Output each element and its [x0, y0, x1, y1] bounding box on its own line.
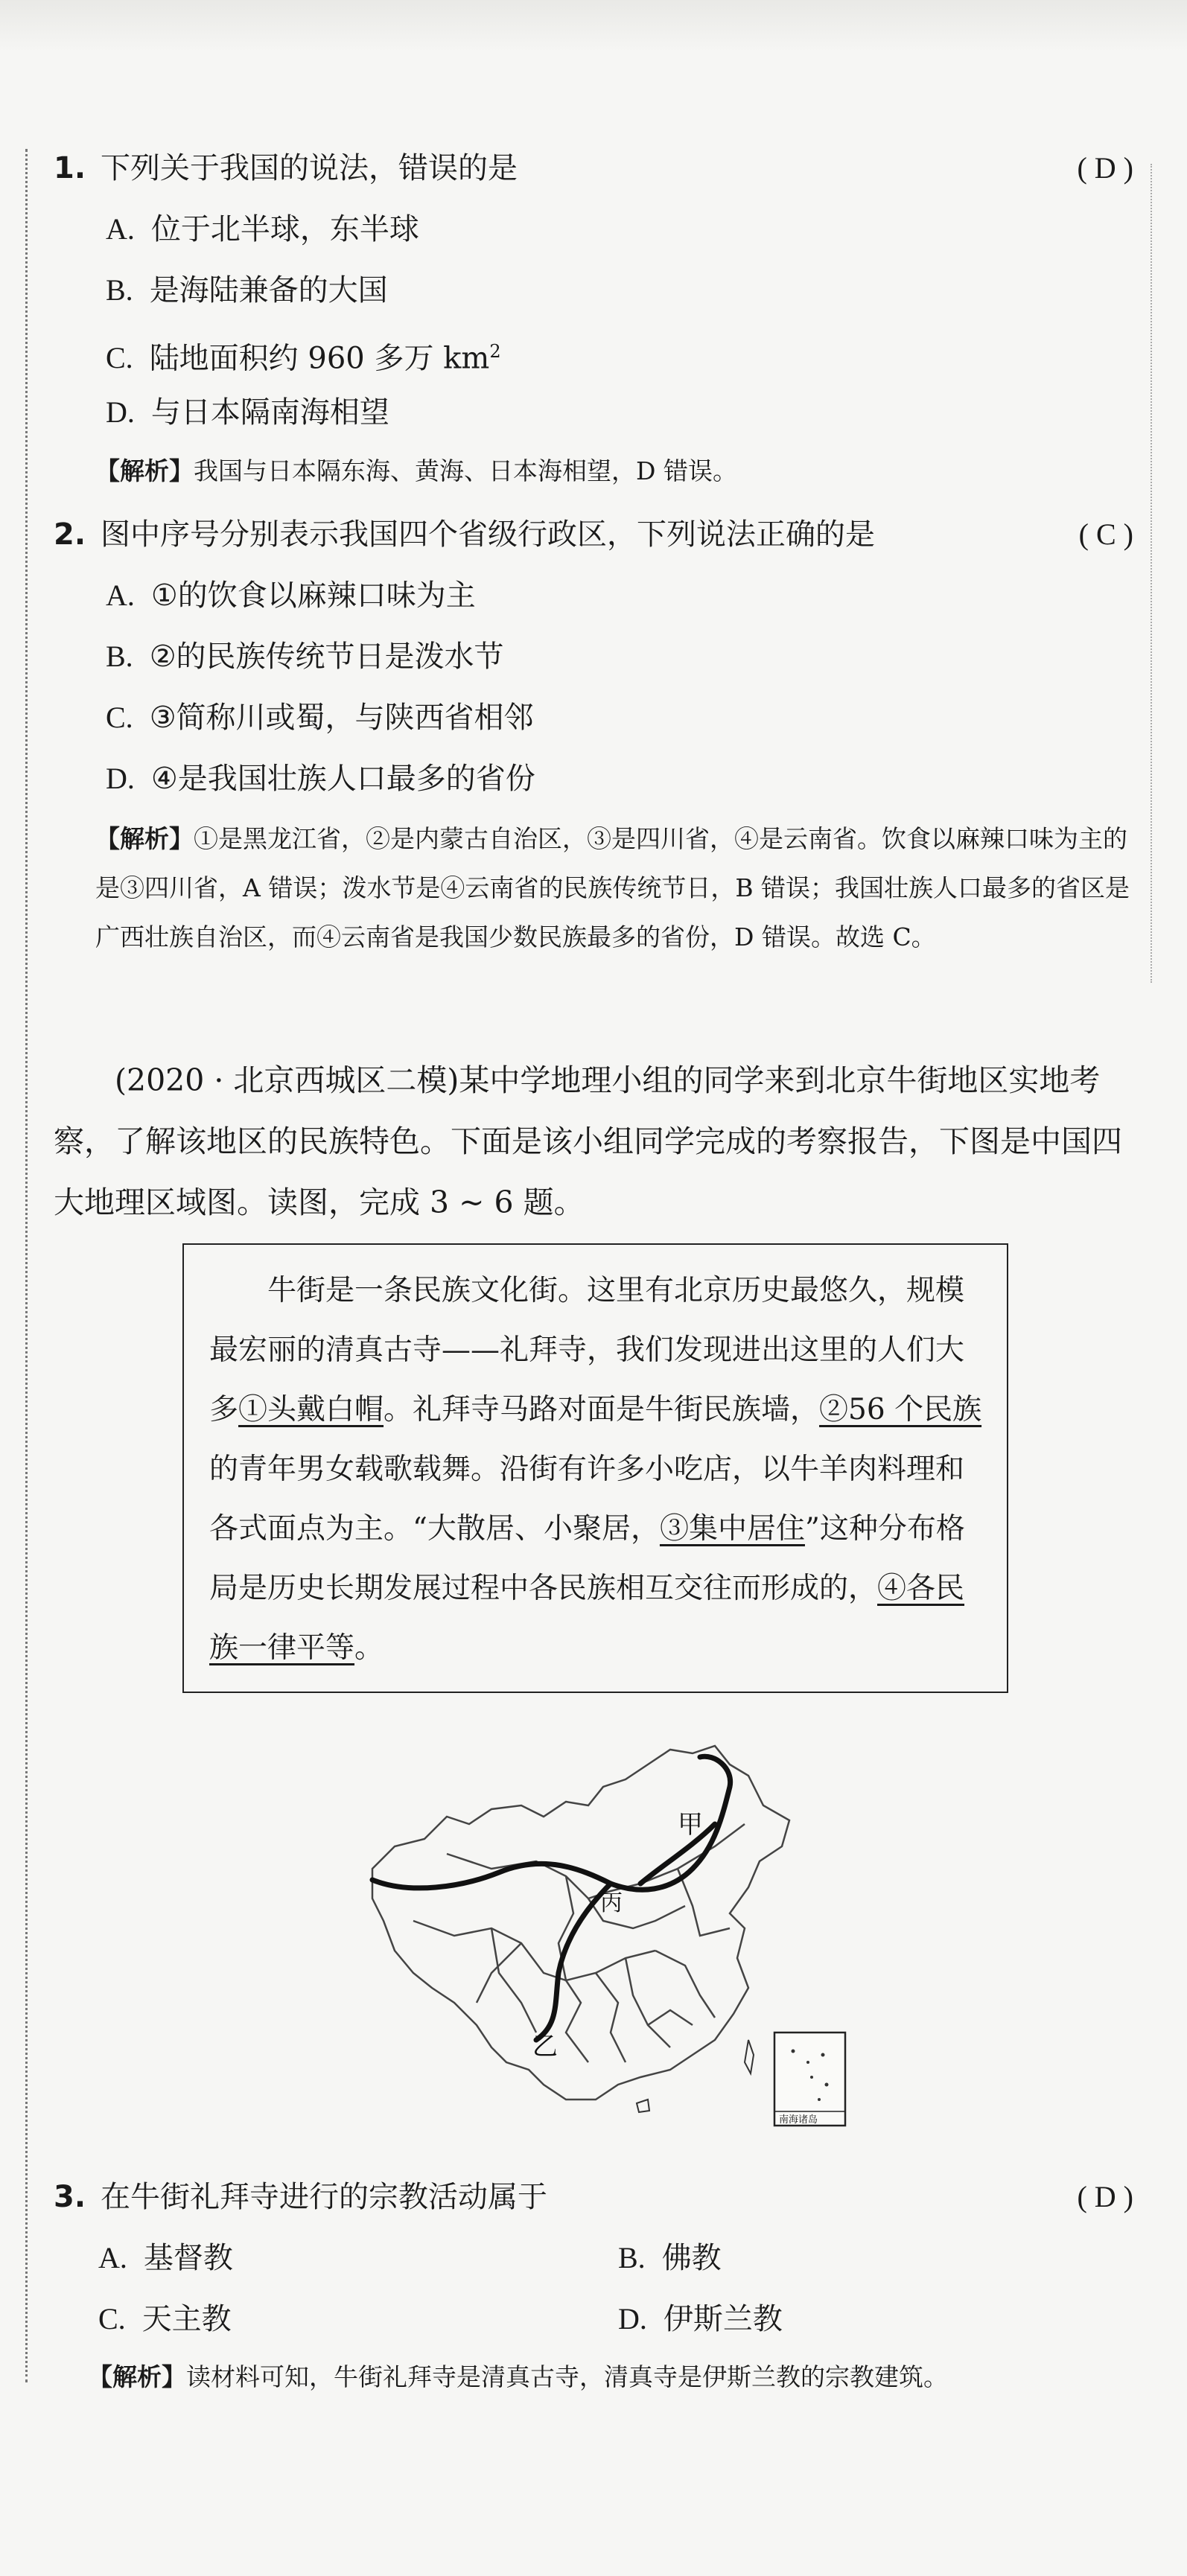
- question-text: 下列关于我国的说法，错误的是: [101, 151, 518, 185]
- q2-option-d: D. ④是我国壮族人口最多的省份: [106, 762, 535, 796]
- q3-option-a: A. 基督教: [98, 2241, 233, 2275]
- q2-option-a: A. ①的饮食以麻辣口味为主: [106, 578, 476, 613]
- question-2-answer: ( C ): [1078, 517, 1133, 551]
- question-text: 在牛街礼拜寺进行的宗教活动属于: [101, 2180, 548, 2214]
- question-number: 2.: [54, 517, 86, 552]
- q1-explanation: 【解析】我国与日本隔东海、黄海、日本海相望，D 错误。: [95, 456, 737, 485]
- q3-option-c: C. 天主教: [98, 2302, 232, 2336]
- question-2-stem: [54, 515, 875, 554]
- map-label-yi: 乙: [532, 2032, 558, 2062]
- material-intro: (2020 · 北京西城区二模)某中学地理小组的同学来到北京牛街地区实地考察，了解该地区的民族特色。下面是该小组同学完成的考察报告，下图是中国四大地理区域图。读图，完成 3 ~ 6 题。: [54, 1062, 1122, 1220]
- margin-divider: [25, 149, 28, 2382]
- question-number: 3.: [54, 2180, 86, 2214]
- china-regions-map: [343, 1735, 856, 2137]
- underline-4: ④各民族一律平等: [209, 1572, 965, 1665]
- underline-3: ③集中居住: [659, 1512, 805, 1546]
- question-1-stem: [54, 149, 518, 188]
- inset-label: 南海诸岛: [779, 2114, 818, 2126]
- scan-shadow: [0, 0, 1187, 52]
- q1-option-c: C. 陆地面积约 960 多万 $km^2$: [106, 341, 501, 376]
- hainan-island: [637, 2100, 649, 2112]
- q3-option-d: D. 伊斯兰教: [618, 2302, 783, 2336]
- reading-material-box: [182, 1243, 1008, 1693]
- underline-2: ②56 个民族: [819, 1393, 982, 1426]
- question-1-answer: ( D ): [1077, 151, 1133, 185]
- right-divider: [1151, 164, 1152, 983]
- question-3-stem: [54, 2178, 547, 2216]
- map-label-jia: 甲: [678, 1810, 703, 1840]
- q1-option-b: B. 是海陆兼备的大国: [106, 273, 388, 307]
- q1-option-a: A. 位于北半球，东半球: [106, 212, 419, 246]
- underline-1: ①头戴白帽: [238, 1393, 384, 1426]
- q2-option-c: C. ③简称川或蜀，与陕西省相邻: [106, 701, 534, 735]
- q3-option-b: B. 佛教: [618, 2241, 722, 2275]
- question-number: 1.: [54, 151, 86, 185]
- question-3-answer: ( D ): [1077, 2180, 1133, 2213]
- question-text: 图中序号分别表示我国四个省级行政区，下列说法正确的是: [101, 517, 876, 552]
- q2-explanation: 【解析】①是黑龙江省，②是内蒙古自治区，③是四川省，④是云南省。饮食以麻辣口味为主的是③四川省，A 错误；泼水节是④云南省的民族传统节日，B 错误；我国壮族人口最多的省区是广西壮族自治区，而④云南省是我国少数民族最多的省份，D 错误。故选 C。: [95, 824, 1130, 951]
- reading-material-text: 牛街是一条民族文化街。这里有北京历史最悠久，规模最宏丽的清真古寺——礼拜寺，我们发现进出这里的人们大多①头戴白帽。礼拜寺马路对面是牛街民族墙，②56 个民族的青年男女载歌载舞。沿街有许多小吃店，以牛羊肉料理和各式面点为主。“大散居、小聚居，③集中居住”这种分布格局是历史长期发展过程中各民族相互交往而形成的，④各民族一律平等。: [209, 1274, 982, 1665]
- taiwan-island: [745, 2040, 754, 2073]
- q2-option-b: B. ②的民族传统节日是泼水节: [106, 640, 504, 674]
- q3-explanation: 【解析】读材料可知，牛街礼拜寺是清真古寺，清真寺是伊斯兰教的宗教建筑。: [88, 2362, 948, 2391]
- q1-option-d: D. 与日本隔南海相望: [106, 395, 389, 430]
- map-label-bing: 丙: [600, 1890, 623, 1916]
